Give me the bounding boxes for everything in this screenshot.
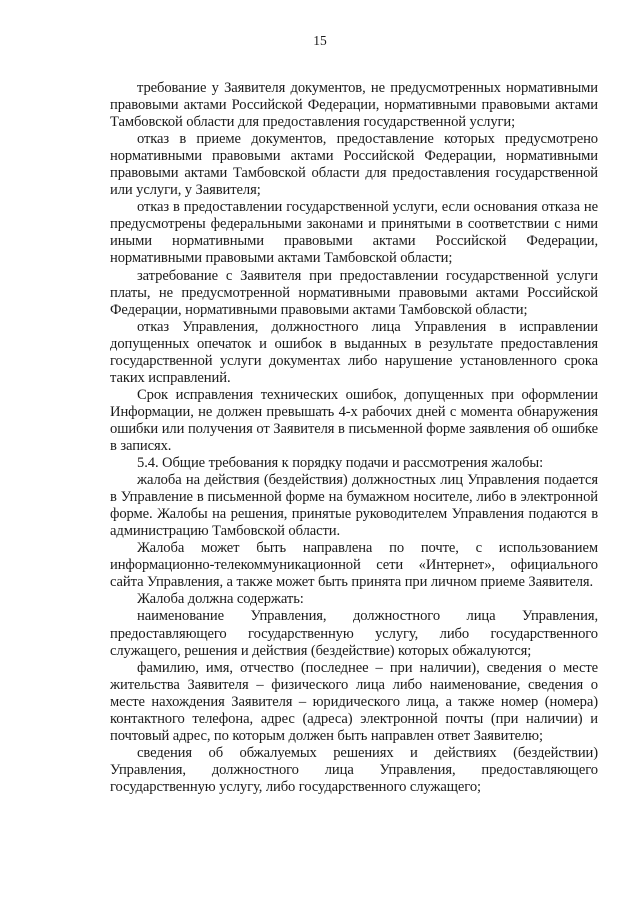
paragraph: наименование Управления, должностного лица Управления, предоставляющего государственную услугу, либо государственного служащего, решения и действия (бездействие) которых обжалуются;: [110, 608, 598, 659]
paragraph: фамилию, имя, отчество (последнее – при наличии), сведения о месте жительства Заявителя – физического лица либо наименование, сведения о месте нахождения Заявителя – юридического лица, а также номер (номера) контактного телефона, адрес (адреса) электронной почты (при наличии) и почтовый адрес, по которым должен быть направлен ответ Заявителю;: [110, 659, 598, 744]
paragraph: Жалоба может быть направлена по почте, с использованием информационно-телекоммуникационной сети «Интернет», официального сайта Управления, а также может быть принята при личном приеме Заявителя.: [110, 540, 598, 591]
section-heading: 5.4. Общие требования к порядку подачи и рассмотрения жалобы:: [137, 455, 544, 472]
paragraph: отказ в предоставлении государственной услуги, если основания отказа не предусмотрены федеральными законами и принятыми в соответствии с ними иными нормативными правовыми актами Российской Федерации, нормативными правовыми актами Тамбовской области;: [110, 199, 598, 267]
paragraph: затребование с Заявителя при предоставлении государственной услуги платы, не предусмотренной нормативными правовыми актами Российской Федерации, нормативными правовыми актами Тамбовской области;: [110, 267, 598, 318]
paragraph: жалоба на действия (бездействия) должностных лиц Управления подается в Управление в письменной форме на бумажном носителе, либо в электронной форме. Жалобы на решения, принятые руководителем Управления подаются в администрацию Тамбовской области.: [110, 472, 598, 540]
paragraph: отказ Управления, должностного лица Управления в исправлении допущенных опечаток и ошибок в выданных в результате предоставления государственной услуги документах либо нарушение установленного срока таких исправлений.: [110, 318, 598, 386]
paragraph: сведения об обжалуемых решениях и действиях (бездействии) Управления, должностного лица Управления, предоставляющего государственную услугу, либо государственного служащего;: [110, 744, 598, 795]
paragraph: Жалоба должна содержать:: [137, 591, 304, 608]
document-body: [110, 80, 598, 796]
paragraph: требование у Заявителя документов, не предусмотренных нормативными правовыми актами Российской Федерации, нормативными правовыми актами Тамбовской области для предоставления государственной услуги;: [110, 80, 598, 131]
paragraph: Срок исправления технических ошибок, допущенных при оформлении Информации, не должен превышать 4-х рабочих дней с момента обнаружения ошибки или получения от Заявителя в письменной форме заявления об ошибке в записях.: [110, 386, 598, 454]
paragraph: отказ в приеме документов, предоставление которых предусмотрено нормативными правовыми актами Российской Федерации, нормативными правовыми актами Тамбовской области для предоставления государственной или услуги, у Заявителя;: [110, 131, 598, 199]
page-number: 15: [313, 33, 327, 48]
